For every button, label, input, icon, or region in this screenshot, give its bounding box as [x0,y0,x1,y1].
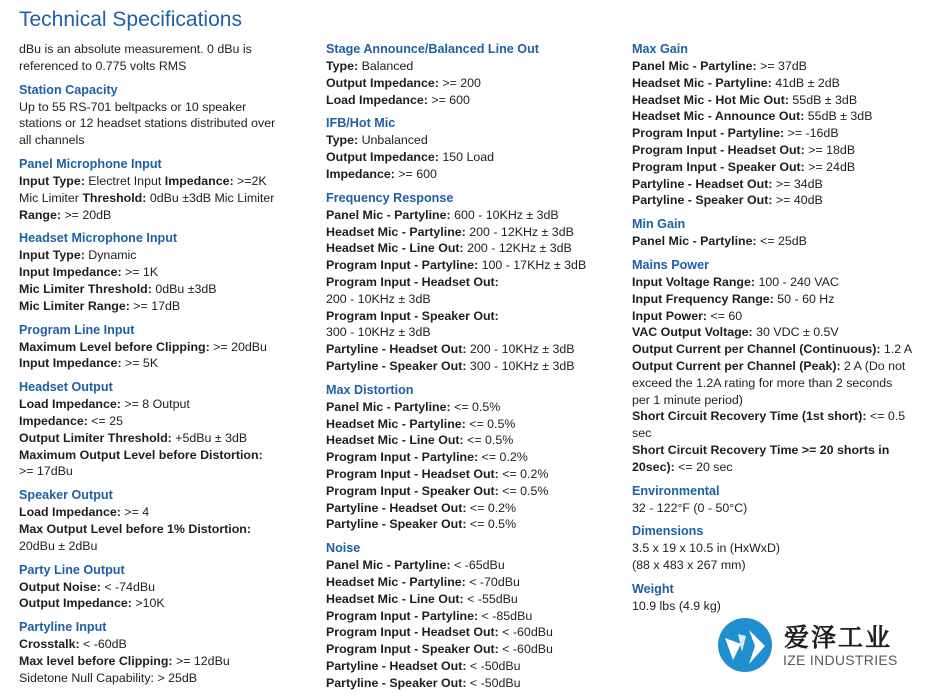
spec-label: Headset Mic - Hot Mic Out: [632,92,789,107]
spec-value: < -85dBu [478,608,533,623]
spec-value: >= 20dB [61,207,112,222]
spec-value: Dynamic [84,248,137,263]
spec-value: <= 20 sec [674,459,733,474]
spec-label: Output Impedance: [326,150,439,165]
spec-line [326,500,622,517]
section-heading: IFB/Hot Mic [326,116,396,131]
spec-value: 300 - 10KHz ± 3dB [466,358,575,373]
spec-value: 30 VDC ± 0.5V [752,325,839,340]
spec-label: Type: [326,59,359,73]
spec-line [632,442,928,459]
spec-label: Load Impedance: [326,92,428,107]
spec-label: Output Noise: [19,579,101,594]
spec-value: 300 - 10KHz ± 3dB [326,325,431,340]
spec-value: +5dBu ± 3dB [171,430,248,445]
spec-line [19,264,307,281]
spec-label: Range: [19,207,61,222]
spec-label: Headset Mic - Line Out: [326,433,464,448]
spec-label: Input Voltage Range: [632,274,755,289]
spec-line [19,396,307,413]
spec-section-stage-announce-balanced-line-out [326,41,622,108]
spec-value: 10.9 lbs (4.9 kg) [632,598,721,613]
spec-line [326,240,622,257]
spec-label: Mic Limiter Threshold: [19,281,152,296]
spec-label: Partyline - Headset Out: [326,342,467,357]
spec-line [326,291,622,308]
spec-label: Headset Mic - Partyline: [326,574,466,589]
spec-label: Program Input - Speaker Out: [326,483,499,498]
spec-value: >= 24dB [804,159,856,174]
spec-value: <= 0.5% [498,483,549,498]
spec-label: Input Impedance: [19,265,122,280]
spec-line [632,308,928,325]
spec-line [19,190,307,207]
spec-label: Input Type: [19,248,85,263]
spec-section-headset-microphone-input [19,230,307,314]
spec-label: Threshold: [82,190,147,205]
spec-label: Program Input - Headset Out: [632,142,805,157]
spec-value: referenced to 0.775 volts RMS [19,58,187,73]
spec-label: Output Impedance: [19,596,132,611]
spec-value: >= 4 [120,505,150,520]
spec-label: Partyline - Speaker Out: [326,358,467,373]
spec-label: Input Impedance: [19,356,122,371]
section-heading: Frequency Response [326,190,454,205]
spec-label: Headset Mic - Partyline: [326,224,466,239]
spec-value: Electret Input [84,173,165,188]
spec-label: Partyline - Speaker Out: [632,193,773,208]
spec-value: Balanced [358,59,414,73]
spec-label: Headset Mic - Line Out: [326,241,464,256]
spec-value: Up to 55 RS-701 beltpacks or 10 speaker [19,99,247,114]
spec-value: 3.5 x 19 x 10.5 in (HxWxD) [632,541,781,556]
spec-value: (88 x 483 x 267 mm) [632,558,746,573]
spec-value: 2 A (Do not [840,358,906,373]
spec-value: >= 40dB [772,193,823,208]
spec-line [19,579,307,596]
spec-column-3 [632,41,928,622]
spec-value: Mic Limiter [19,190,83,205]
spec-section-party-line-output [19,562,307,613]
section-heading: Max Distortion [326,382,414,397]
section-heading: Program Line Input [19,322,135,337]
spec-line [326,449,622,466]
spec-label: Max Output Level before 1% Distortion: [19,521,252,536]
spec-value: dBu is an absolute measurement. 0 dBu is [19,42,252,56]
spec-label: Maximum Level before Clipping: [19,339,210,354]
spec-value: < -74dBu [100,579,155,594]
spec-line [326,166,622,183]
spec-line [326,207,622,224]
spec-line [19,41,307,58]
section-heading: Speaker Output [19,488,113,503]
spec-value: 55dB ± 3dB [804,109,873,124]
spec-line [19,207,307,224]
section-heading: Headset Microphone Input [19,231,178,246]
spec-value: 100 - 17KHz ± 3dB [478,258,587,273]
spec-label: Output Limiter Threshold: [19,430,172,445]
spec-label: Headset Mic - Line Out: [326,591,464,606]
spec-line [19,115,307,132]
spec-value: < -50dBu [466,675,521,690]
spec-label: Partyline - Headset Out: [632,176,773,191]
spec-line [19,339,307,356]
spec-line [19,670,307,687]
spec-section-partyline-input [19,619,307,686]
spec-line [632,75,928,92]
spec-value: <= 0.5% [465,416,516,431]
spec-label: Partyline - Speaker Out: [326,675,467,690]
spec-line [326,641,622,658]
spec-value: <= 60 [707,308,743,323]
spec-line [19,355,307,372]
spec-section-panel-microphone-input [19,156,307,223]
spec-value: 100 - 240 VAC [755,274,839,289]
spec-value: exceed the 1.2A rating for more than 2 seconds [632,375,893,390]
spec-value: < -70dBu [465,574,520,589]
spec-label: Headset Mic - Partyline: [326,416,466,431]
spec-value: >= 20dBu [209,339,267,354]
spec-value: < -65dBu [450,558,505,573]
spec-line [326,149,622,166]
spec-section-min-gain [632,216,928,250]
spec-value: <= 25dB [756,234,807,249]
spec-line [19,430,307,447]
spec-line [19,247,307,264]
spec-label: 20sec): [632,459,675,474]
spec-value: >= 18dB [804,142,856,157]
spec-line [326,358,622,375]
spec-label: Program Input - Partyline: [632,126,785,141]
spec-line [19,521,307,538]
spec-section-dimensions [632,523,928,574]
section-heading: Min Gain [632,217,686,232]
spec-line [632,459,928,476]
section-heading: Dimensions [632,524,704,539]
spec-line [632,92,928,109]
spec-value: >= 12dBu [172,653,230,668]
spec-label: Impedance: [19,413,88,428]
spec-section-noise [326,540,622,691]
spec-value: per 1 minute period) [632,392,743,407]
spec-value: <= 0.5% [463,433,514,448]
spec-line [326,75,622,92]
spec-line [326,132,622,149]
spec-label: Panel Mic - Partyline: [632,234,757,249]
spec-label: Max level before Clipping: [19,653,173,668]
spec-line [632,291,928,308]
spec-line [326,591,622,608]
spec-line [632,408,928,425]
spec-label: Type: [326,133,359,148]
spec-line [19,463,307,480]
spec-line [632,500,928,517]
spec-value: sec [632,426,652,441]
spec-label: Partyline - Headset Out: [326,658,467,673]
spec-value: all channels [19,133,85,148]
section-heading: Environmental [632,483,720,498]
spec-label: VAC Output Voltage: [632,325,753,340]
spec-value: Unbalanced [358,133,428,148]
spec-value: 200 - 10KHz ± 3dB [466,342,575,357]
spec-line [326,466,622,483]
spec-line [326,257,622,274]
spec-section-max-gain [632,41,928,209]
spec-value: 41dB ± 2dB [771,75,840,90]
spec-value: 55dB ± 3dB [788,92,858,107]
spec-value: < -55dBu [463,591,518,606]
spec-line [632,192,928,209]
spec-value: <= 0.5% [450,399,501,414]
spec-section-ifb-hot-mic [326,115,622,182]
spec-label: Impedance: [164,173,234,188]
spec-line [326,399,622,416]
spec-line [326,483,622,500]
spec-label: Input Frequency Range: [632,291,774,306]
spec-value: >= 34dB [772,176,823,191]
spec-line [19,281,307,298]
spec-value: 32 - 122°F (0 - 50°C) [632,500,748,515]
spec-value: <= 25 [87,413,123,428]
ize-industries-logo [716,614,916,676]
spec-line [326,308,622,325]
spec-label: Program Input - Headset Out: [326,466,499,481]
spec-section-intro [19,41,307,75]
spec-value: >= 8 Output [120,397,190,412]
spec-line [632,142,928,159]
spec-value: >= 200 [438,75,481,90]
spec-value: <= 0.2% [498,466,549,481]
spec-line [632,108,928,125]
spec-line [326,557,622,574]
spec-value: stations or 12 headset stations distributed over [19,116,276,131]
spec-label: Output Current per Channel (Continuous): [632,342,881,357]
spec-line [632,375,928,392]
spec-label: Output Impedance: [326,75,439,90]
spec-label: Panel Mic - Partyline: [326,207,451,222]
spec-line [632,125,928,142]
spec-line [19,447,307,464]
spec-value: < -60dBu [498,625,553,640]
spec-section-max-distortion [326,382,622,533]
spec-value: 0dBu ±3dB [151,281,217,296]
spec-value: 1.2 A [880,342,913,357]
section-heading: Party Line Output [19,562,125,577]
spec-value: <= 0.2% [478,450,528,465]
spec-line [632,159,928,176]
section-heading: Headset Output [19,380,113,395]
spec-line [326,608,622,625]
spec-line [19,413,307,430]
spec-label: Program Input - Partyline: [326,450,479,465]
spec-value: <= 0.5% [466,517,517,532]
section-heading: Mains Power [632,257,709,272]
spec-label: Crosstalk: [19,637,80,652]
spec-line [326,574,622,591]
spec-label: Program Input - Speaker Out: [326,642,499,657]
spec-line [632,540,928,557]
spec-value: 0dBu ±3dB Mic Limiter [146,190,275,205]
spec-label: Short Circuit Recovery Time >= 20 shorts in [632,442,890,457]
spec-label: Load Impedance: [19,505,121,520]
spec-value: < -60dB [79,637,127,652]
spec-section-program-line-input [19,322,307,373]
spec-line [19,538,307,555]
section-heading: Max Gain [632,42,688,56]
spec-line [19,173,307,190]
spec-value: 20dBu ± 2dBu [19,538,98,553]
spec-label: Maximum Output Level before Distortion: [19,447,263,462]
spec-column-2 [326,41,622,699]
spec-label: Program Input - Headset Out: [326,274,499,289]
spec-label: Program Input - Speaker Out: [632,159,805,174]
spec-label: Panel Mic - Partyline: [632,59,757,73]
spec-label: Headset Mic - Partyline: [632,75,772,90]
spec-label: Headset Mic - Announce Out: [632,109,805,124]
spec-line [19,653,307,670]
spec-label: Impedance: [326,166,395,181]
spec-value: >10K [131,596,165,611]
logo-chinese-name: 爱泽工业 [784,623,893,652]
spec-line [326,224,622,241]
spec-line [19,636,307,653]
spec-value: 150 Load [438,150,495,165]
spec-label: Mic Limiter Range: [19,298,130,313]
spec-value: <= 0.2% [466,500,517,515]
ize-logo-icon [716,616,774,674]
logo-english-name: IZE INDUSTRIES [783,652,898,668]
spec-label: Panel Mic - Partyline: [326,399,451,414]
section-heading: Panel Microphone Input [19,156,162,171]
spec-line [326,58,622,75]
spec-line [632,341,928,358]
spec-column-1 [19,41,307,694]
spec-label: Program Input - Headset Out: [326,625,499,640]
spec-section-frequency-response [326,190,622,375]
spec-value: < -60dBu [498,642,553,657]
spec-line [632,358,928,375]
spec-section-mains-power [632,257,928,476]
spec-section-weight [632,581,928,615]
spec-value: Sidetone Null Capability: > 25dB [19,670,198,685]
spec-line [326,416,622,433]
spec-line [19,298,307,315]
spec-value: >=2K [233,173,267,188]
spec-label: Output Current per Channel (Peak): [632,358,841,373]
spec-value: < -50dBu [466,658,521,673]
section-heading: Weight [632,581,674,596]
spec-line [326,92,622,109]
spec-value: 200 - 10KHz ± 3dB [326,291,431,306]
spec-line [632,425,928,442]
spec-value: <= 0.5 [866,409,906,424]
spec-label: Program Input - Partyline: [326,258,479,273]
spec-line [326,658,622,675]
spec-line [632,324,928,341]
spec-label: Input Power: [632,308,708,323]
spec-line [632,274,928,291]
spec-line [632,176,928,193]
spec-line [632,598,928,615]
spec-line [326,516,622,533]
spec-section-headset-output [19,379,307,480]
spec-section-environmental [632,483,928,517]
spec-line [326,675,622,692]
spec-line [326,324,622,341]
section-heading: Noise [326,541,361,556]
spec-value: >= 1K [121,265,159,280]
spec-label: Program Input - Speaker Out: [326,308,499,323]
spec-value: >= 37dB [756,59,807,73]
spec-line [19,99,307,116]
spec-label: Program Input - Partyline: [326,608,479,623]
spec-value: >= 600 [394,166,437,181]
spec-line [19,504,307,521]
spec-section-speaker-output [19,487,307,554]
spec-label: Short Circuit Recovery Time (1st short): [632,409,867,424]
spec-value: 600 - 10KHz ± 3dB [450,207,559,222]
spec-value: 200 - 12KHz ± 3dB [465,224,574,239]
spec-section-station-capacity [19,82,307,149]
spec-value: >= 17dB [129,298,181,313]
section-heading: Partyline Input [19,620,107,635]
section-heading: Station Capacity [19,82,118,97]
spec-value: 200 - 12KHz ± 3dB [463,241,572,256]
spec-line [19,595,307,612]
spec-line [326,432,622,449]
spec-label: Panel Mic - Partyline: [326,558,451,573]
spec-line [632,557,928,574]
spec-label: Partyline - Speaker Out: [326,517,467,532]
spec-value: >= -16dB [784,126,839,141]
section-heading: Stage Announce/Balanced Line Out [326,42,539,56]
spec-line [326,624,622,641]
page-title: Technical Specifications [19,8,242,31]
spec-line [632,233,928,250]
spec-line [326,274,622,291]
spec-label: Partyline - Headset Out: [326,500,467,515]
spec-label: Input Type: [19,173,85,188]
spec-value: >= 600 [427,92,470,107]
spec-value: >= 17dBu [19,464,73,479]
spec-value: >= 5K [121,356,159,371]
spec-value: 50 - 60 Hz [773,291,835,306]
spec-line [19,132,307,149]
spec-line [19,58,307,75]
spec-label: Load Impedance: [19,397,121,412]
spec-line [326,341,622,358]
spec-line [632,392,928,409]
spec-line [632,58,928,75]
